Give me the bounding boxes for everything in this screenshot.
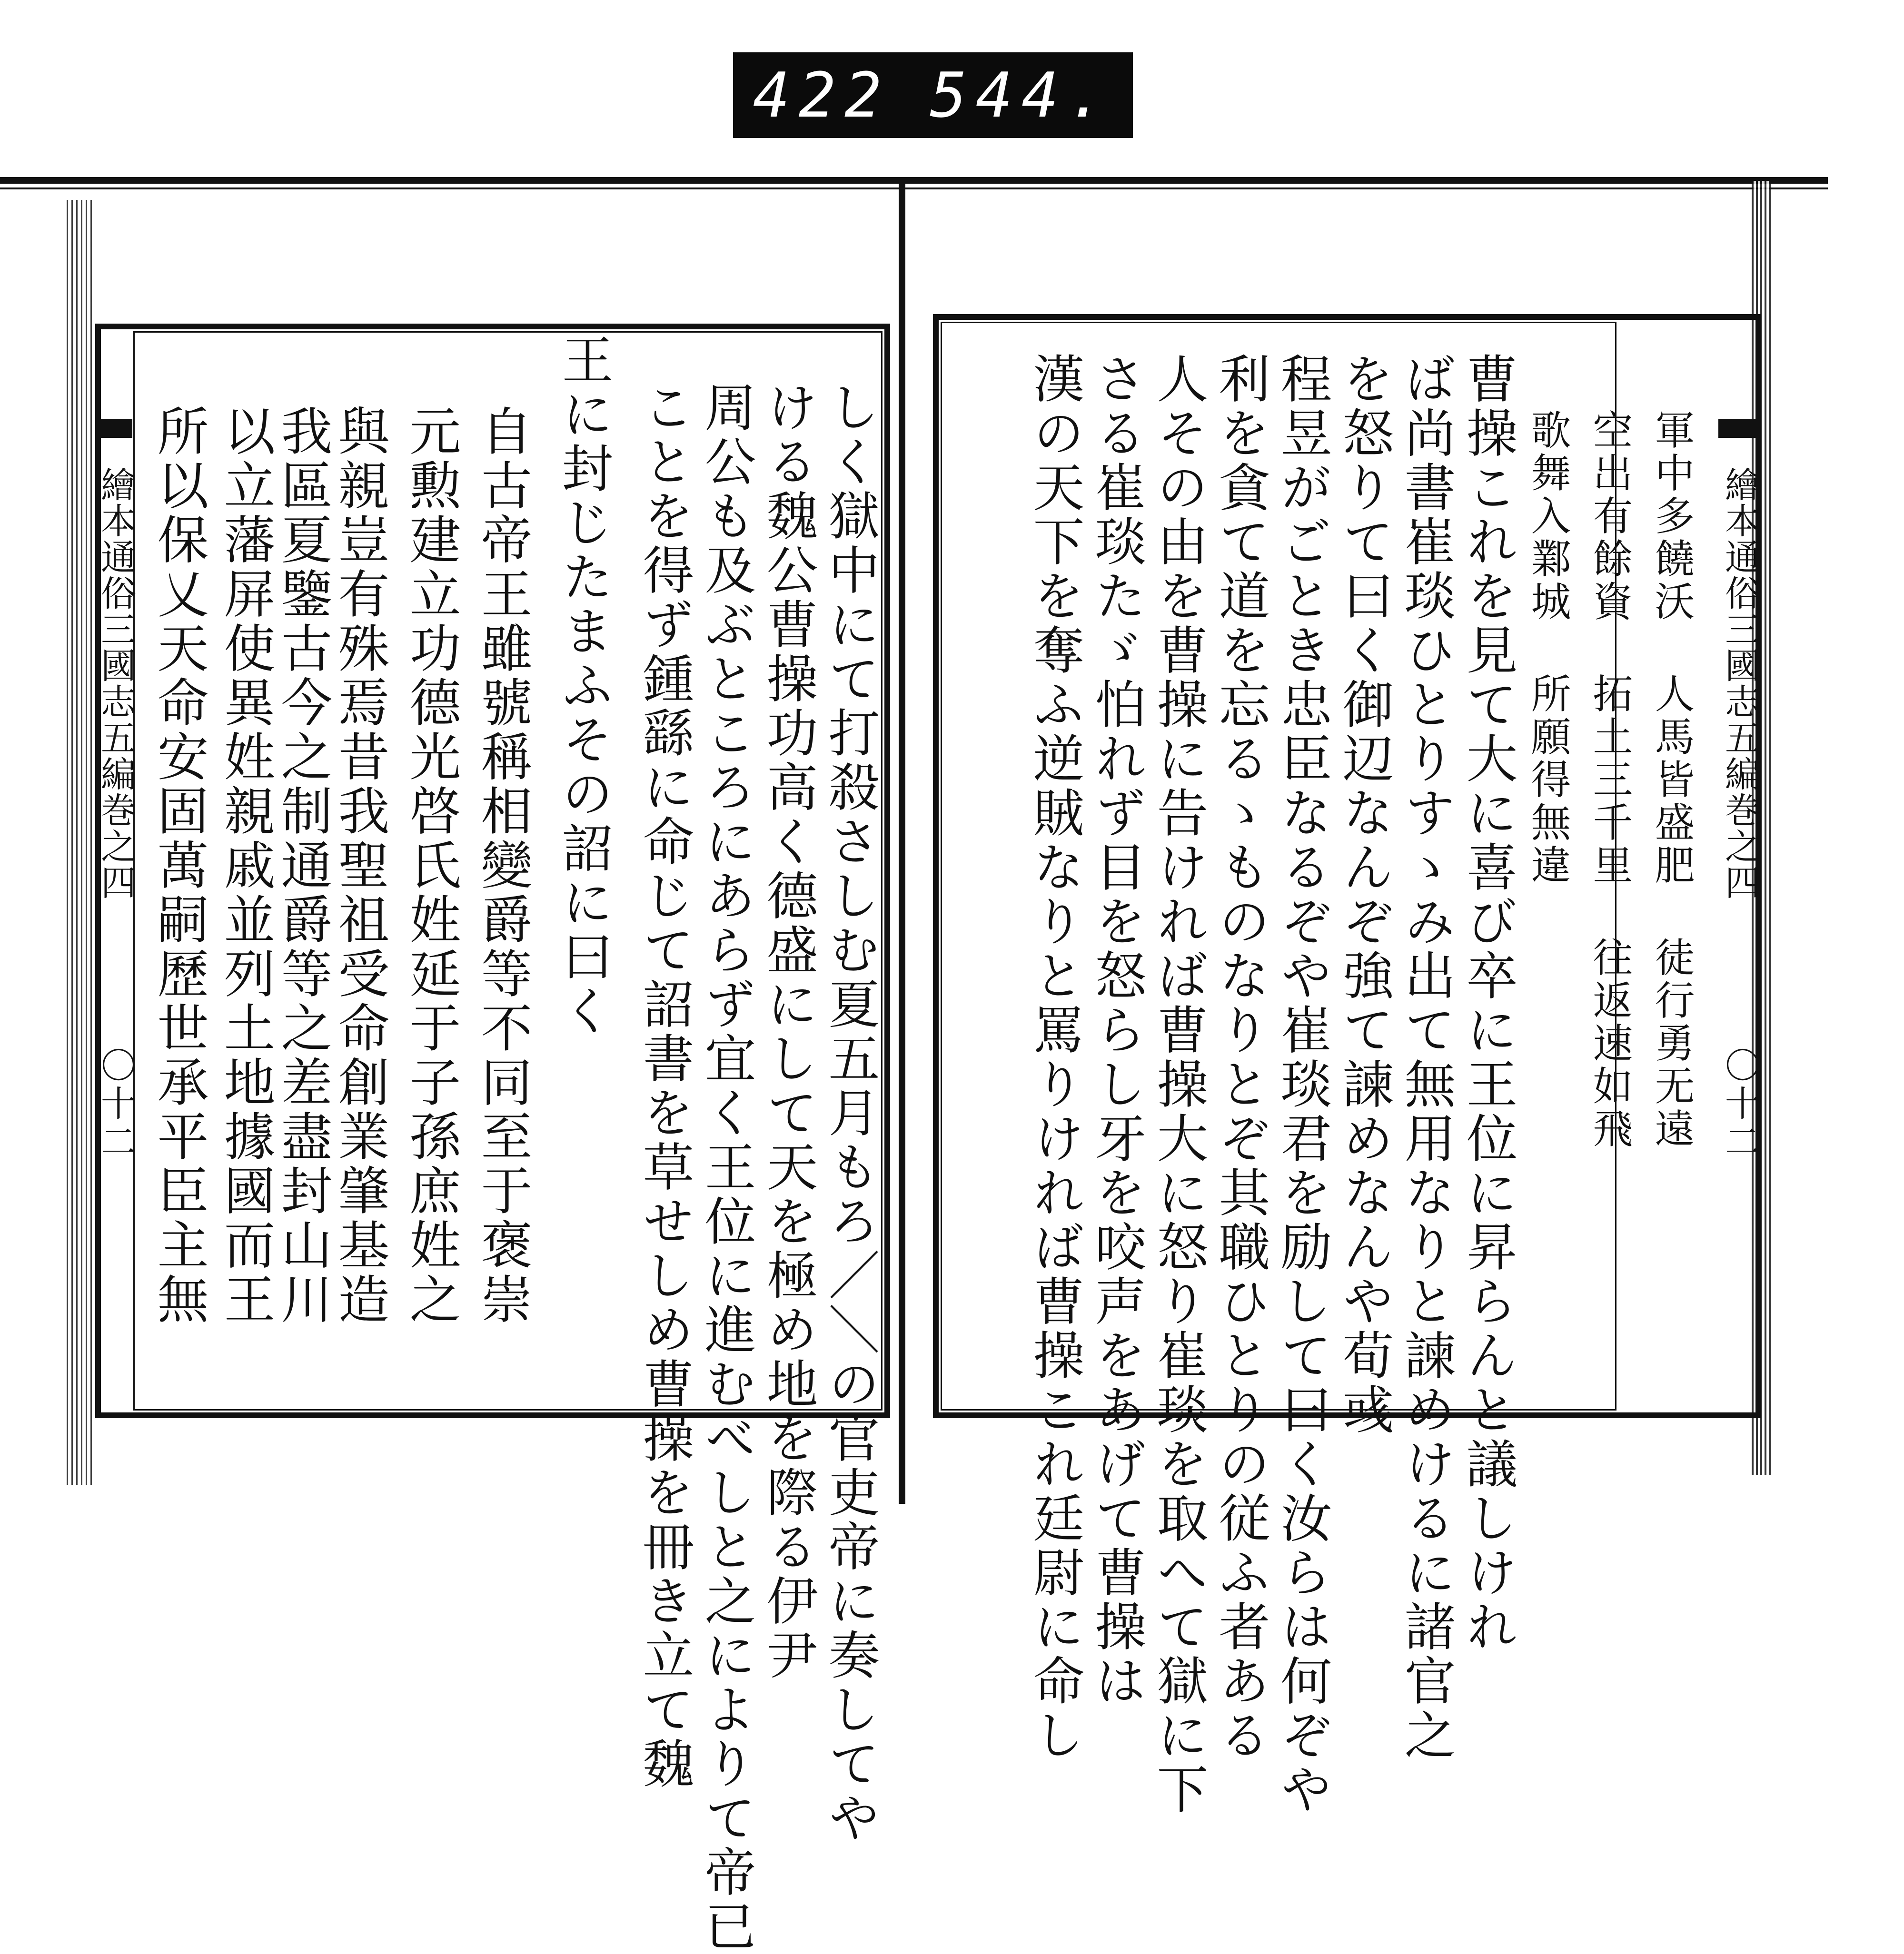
catalog-number-left: 422 — [753, 59, 891, 131]
left-text-column-8: 與親豈有殊焉昔我聖祖受命創業肇基造 — [329, 405, 389, 1327]
left-text-column-10: 以立藩屏使異姓親戚並列土地據國而王 — [215, 405, 275, 1327]
left-text-column-11: 所以保乂天命安固萬嗣歷世承平臣主無 — [149, 405, 208, 1327]
right-text-column-3: を怒りて曰く御辺なんぞ強て諫めなんや荀彧 — [1334, 352, 1393, 1437]
right-poem-column-2: 空出有餘資 拓土三千里 往返速如飛 — [1587, 409, 1633, 1151]
right-text-column-4: 程昱がごとき忠臣なるぞや崔琰君を励して曰く汝らは何ぞや — [1272, 352, 1331, 1817]
left-text-column-5: 王に封じたまふその詔に曰く — [553, 333, 613, 1038]
right-margin-title: 繪本通俗三國志五編巻之四 — [1719, 466, 1760, 900]
left-text-column-6: 自古帝王雖號稱相變爵等不同至于褒崇 — [472, 405, 532, 1327]
right-margin-tab — [1718, 419, 1755, 438]
left-margin-tab — [95, 419, 132, 438]
right-text-column-8: 漢の天下を奪ふ逆賊なりと罵りければ曹操これ廷尉に命し — [1024, 352, 1084, 1763]
catalog-number-right: 544. — [930, 59, 1113, 131]
right-text-column-6: 人その由を曹操に告ければ曹操大に怒り崔琰を取へて獄に下 — [1148, 352, 1208, 1817]
left-text-column-2: ける魏公曹操功高く德盛にして天を極め地を際る伊尹 — [758, 381, 817, 1683]
left-text-column-4: ことを得ず鍾繇に命じて詔書を草せしめ曹操を冊き立て魏 — [634, 381, 694, 1791]
right-text-column-1: 曹操これを見て大に喜び卒に王位に昇らんと議しけれ — [1458, 352, 1517, 1654]
right-poem-column-1: 軍中多饒沃 人馬皆盛肥 徒行勇无遠 — [1648, 409, 1695, 1151]
right-poem-column-3: 歌舞入鄴城 所願得無違 — [1525, 409, 1571, 887]
right-page — [904, 0, 1856, 1817]
left-page — [0, 0, 900, 1954]
right-text-column-5: 利を貪て道を忘るゝものなりとぞ其職ひとりの従ふ者ある — [1210, 352, 1269, 1763]
right-text-column-7: さる崔琰たゞ怕れず目を怒らし牙を咬声をあげて曹操は — [1086, 352, 1146, 1708]
left-folio: 〇十二 — [95, 1047, 136, 1161]
right-folio: 〇十二 — [1719, 1047, 1760, 1161]
right-text-column-2: ば尚書崔琰ひとりすゝみ出て無用なりと諫めけるに諸官之 — [1396, 352, 1455, 1763]
left-text-column-7: 元勲建立功德光啓氏姓延于子孫庶姓之 — [401, 405, 460, 1327]
left-margin-title: 繪本通俗三國志五編巻之四 — [95, 466, 136, 900]
left-text-column-3: 周公も及ぶところにあらず宜く王位に進むべしと之によりて帝已 — [696, 381, 755, 1954]
left-text-column-1: しく獄中にて打殺さしむ夏五月もろ／＼の官吏帝に奏してや — [820, 381, 879, 1845]
left-text-column-9: 我區夏鑒古今之制通爵等之差盡封山川 — [272, 405, 332, 1327]
